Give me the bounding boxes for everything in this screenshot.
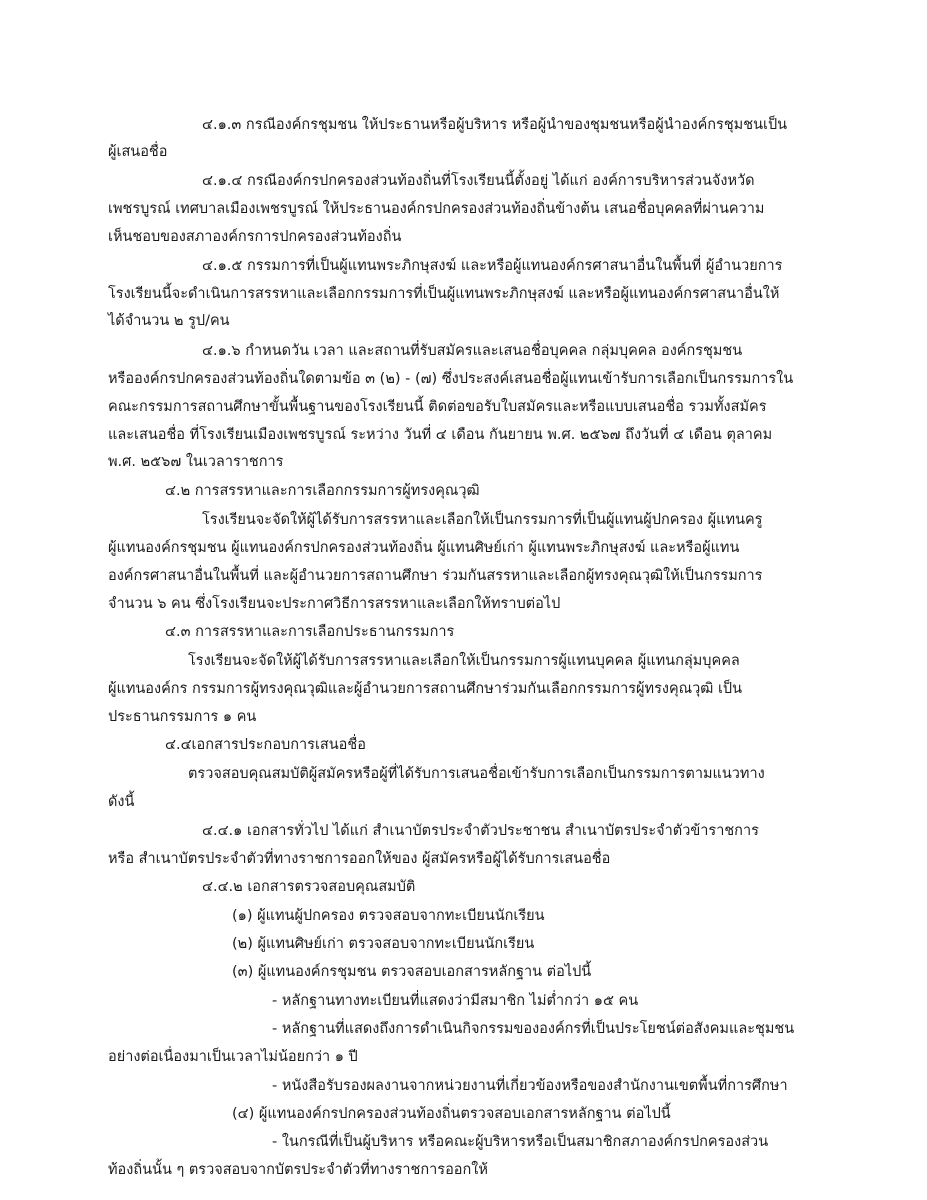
text-line: ได้จำนวน ๒ รูป/คน xyxy=(108,313,230,329)
text-line: ๔.๑.๔ กรณีองค์กรปกครองส่วนท้องถิ่นที่โรงเรียนนี้ตั้งอยู่ ได้แก่ องค์การบริหารส่วนจังหวัด xyxy=(202,173,755,189)
text-line: ๔.๑.๓ กรณีองค์กรชุมชน ให้ประธานหรือผู้บริหาร หรือผู้นำของชุมชนหรือผู้นำองค์กรชุมชนเป็น xyxy=(202,117,788,133)
text-line: ๔.๑.๖ กำหนดวัน เวลา และสถานที่รับสมัครและเสนอชื่อบุคคล กลุ่มบุคคล องค์กรชุมชน xyxy=(202,343,743,359)
text-line: ผู้เสนอชื่อ xyxy=(108,144,168,160)
text-line: ผู้แทนองค์กรชุมชน ผู้แทนองค์กรปกครองส่วนท้องถิ่น ผู้แทนศิษย์เก่า ผู้แทนพระภิกษุสงฆ์ และหรือผู้แทน xyxy=(108,540,740,556)
text-line: หรือองค์กรปกครองส่วนท้องถิ่นใดตามข้อ ๓ (๒) - (๗) ซึ่งประสงค์เสนอชื่อผู้แทนเข้ารับการเลือกเป็นกรรมการใน xyxy=(108,371,794,387)
section-heading: ๔.๒ การสรรหาและการเลือกกรรมการผู้ทรงคุณวุฒิ xyxy=(165,483,480,499)
text-line: ตรวจสอบคุณสมบัติผู้สมัครหรือผู้ที่ได้รับการเสนอชื่อเข้ารับการเลือกเป็นกรรมการตามแนวทาง xyxy=(188,766,765,782)
section-heading: ๔.๔เอกสารประกอบการเสนอชื่อ xyxy=(165,737,366,753)
text-line: จำนวน ๖ คน ซึ่งโรงเรียนจะประกาศวิธีการสรรหาและเลือกให้ทราบต่อไป xyxy=(108,596,561,612)
text-line: หรือ สำเนาบัตรประจำตัวที่ทางราชการออกให้ของ ผู้สมัครหรือผู้ได้รับการเสนอชื่อ xyxy=(108,851,611,867)
bullet-item: - หนังสือรับรองผลงานจากหน่วยงานที่เกี่ยวข้องหรือของสำนักงานเขตพื้นที่การศึกษา xyxy=(272,1078,788,1094)
text-line: โรงเรียนจะจัดให้ผู้ได้รับการสรรหาและเลือกให้เป็นกรรมการผู้แทนบุคคล ผู้แทนกลุ่มบุคคล xyxy=(188,653,740,669)
text-line: ดังนี้ xyxy=(108,794,135,810)
section-heading: ๔.๓ การสรรหาและการเลือกประธานกรรมการ xyxy=(165,624,455,640)
list-item: (๑) ผู้แทนผู้ปกครอง ตรวจสอบจากทะเบียนนักเรียน xyxy=(232,908,545,924)
list-item: (๒) ผู้แทนศิษย์เก่า ตรวจสอบจากทะเบียนนักเรียน xyxy=(232,936,535,952)
text-line: ๔.๔.๑ เอกสารทั่วไป ได้แก่ สำเนาบัตรประจำตัวประชาชน สำเนาบัตรประจำตัวข้าราชการ xyxy=(202,823,759,839)
text-line: ๔.๑.๕ กรรมการที่เป็นผู้แทนพระภิกษุสงฆ์ และหรือผู้แทนองค์กรศาสนาอื่นในพื้นที่ ผู้อำนวยการ xyxy=(202,258,783,274)
text-line: เพชรบูรณ์ เทศบาลเมืองเพชรบูรณ์ ให้ประธานองค์กรปกครองส่วนท้องถิ่นข้างต้น เสนอชื่อบุคคลที่ผ่านความ xyxy=(108,201,765,217)
subsection-heading: ๔.๔.๒ เอกสารตรวจสอบคุณสมบัติ xyxy=(202,879,416,895)
text-line: โรงเรียนจะจัดให้ผู้ได้รับการสรรหาและเลือกให้เป็นกรรมการที่เป็นผู้แทนผู้ปกครอง ผู้แทนครู xyxy=(202,512,763,528)
text-line: พ.ศ. ๒๕๖๗ ในเวลาราชการ xyxy=(108,454,284,470)
text-line: ประธานกรรมการ ๑ คน xyxy=(108,709,257,725)
text-line: องค์กรศาสนาอื่นในพื้นที่ และผู้อำนวยการสถานศึกษา ร่วมกันสรรหาและเลือกผู้ทรงคุณวุฒิให้เป็นกรรมการ xyxy=(108,568,763,584)
text-line: คณะกรรมการสถานศึกษาขั้นพื้นฐานของโรงเรียนนี้ ติดต่อขอรับใบสมัครและหรือแบบเสนอชื่อ รวมทั้งสมัคร xyxy=(108,399,767,415)
bullet-item: - ในกรณีที่เป็นผู้บริหาร หรือคณะผู้บริหารหรือเป็นสมาชิกสภาองค์กรปกครองส่วน xyxy=(272,1134,769,1150)
text-line: เห็นชอบของสภาองค์กรการปกครองส่วนท้องถิ่น xyxy=(108,229,402,245)
text-line: อย่างต่อเนื่องมาเป็นเวลาไม่น้อยกว่า ๑ ปี xyxy=(108,1049,358,1065)
list-item: (๔) ผู้แทนองค์กรปกครองส่วนท้องถิ่นตรวจสอบเอกสารหลักฐาน ต่อไปนี้ xyxy=(232,1106,671,1122)
bullet-item: - หลักฐานทางทะเบียนที่แสดงว่ามีสมาชิก ไม่ต่ำกว่า ๑๕ คน xyxy=(272,993,639,1009)
text-line: ผู้แทนองค์กร กรรมการผู้ทรงคุณวุฒิและผู้อำนวยการสถานศึกษาร่วมกันเลือกกรรมการผู้ทรงคุณวุฒิ เป็น xyxy=(108,681,743,697)
list-item: (๓) ผู้แทนองค์กรชุมชน ตรวจสอบเอกสารหลักฐาน ต่อไปนี้ xyxy=(232,964,592,980)
text-line: โรงเรียนนี้จะดำเนินการสรรหาและเลือกกรรมการที่เป็นผู้แทนพระภิกษุสงฆ์ และหรือผู้แทนองค์กรศาสนาอื่นให้ xyxy=(108,286,780,302)
bullet-item: - หลักฐานที่แสดงถึงการดำเนินกิจกรรมขององค์กรที่เป็นประโยชน์ต่อสังคมและชุมชน xyxy=(272,1021,795,1037)
text-line: และเสนอชื่อ ที่โรงเรียนเมืองเพชรบูรณ์ ระหว่าง วันที่ ๔ เดือน กันยายน พ.ศ. ๒๕๖๗ ถึงวันที่ ๔ เดือน ตุลาคม xyxy=(108,427,773,443)
text-line: ท้องถิ่นนั้น ๆ ตรวจสอบจากบัตรประจำตัวที่ทางราชการออกให้ xyxy=(108,1162,488,1178)
